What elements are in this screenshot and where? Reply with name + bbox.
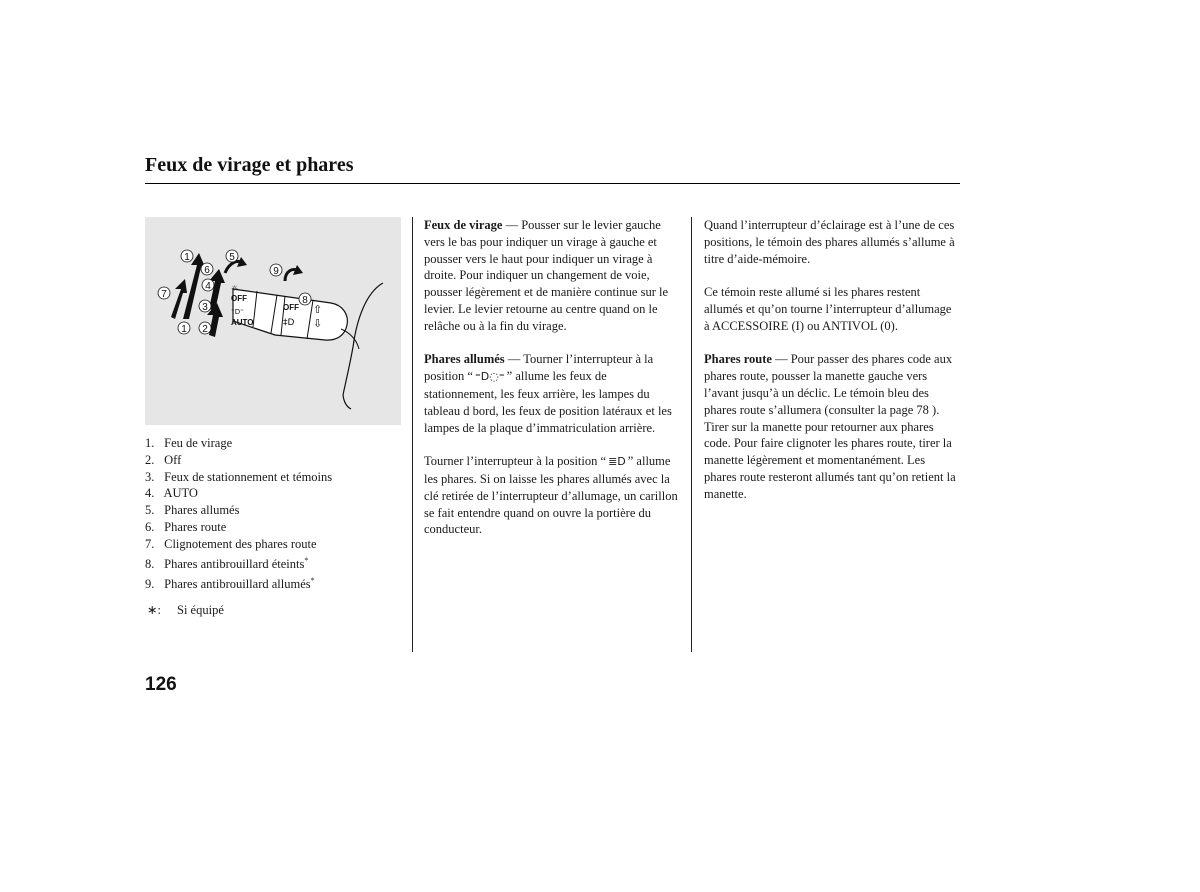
parking-lights-icon: ⁼D◌⁼ [474, 370, 505, 384]
legend-item: 7. Clignotement des phares route [145, 536, 317, 551]
text-column-middle [424, 217, 680, 555]
paragraph-high-beams: Phares route — Pour passer des phares code aux phares route, pousser la manette gauche vers l’avant jusqu’à un déclic. Le témoin bleu des phares route s’allumera (consulter la page 78 ). Tirer sur la manette pour retourner aux phares code. Pour faire clignoter les phares route, tirer la manette légèrement et momentanément. Les phares route resteront allumés tant qu’on retient la manette. [704, 352, 956, 501]
legend-item: 4. AUTO [145, 486, 198, 501]
callout-1-top: 1 [184, 252, 190, 263]
svg-text:‡D: ‡D [283, 318, 295, 328]
heading-turn-signals: Feux de virage [424, 218, 503, 232]
column-divider-right [691, 217, 692, 652]
heading-headlights-on: Phares allumés [424, 352, 505, 367]
svg-text:⇩: ⇩ [313, 317, 323, 330]
legend-item: 2. Off [145, 452, 182, 467]
paragraph-headlights-on: Phares allumés — Tourner l’interrupteur à la position “ ⁼D◌⁼ ” allume les feux de stationnement, les feux arrière, les lampes du tableau d bord, les feux de position latéraux et les lampes de la plaque d’immatriculation arrière. [424, 352, 672, 435]
page-title: Feux de virage et phares [145, 154, 354, 176]
footnote [147, 602, 224, 618]
callout-8: 8 [302, 295, 308, 306]
footnote-symbol: ∗: [147, 603, 161, 617]
page-number: 126 [145, 674, 177, 695]
callout-6: 6 [204, 265, 210, 276]
callout-1-bottom: 1 [181, 324, 187, 335]
callout-5: 5 [229, 252, 235, 263]
switch-auto-label: AUTO [231, 318, 254, 327]
switch-off-label-left: OFF [231, 294, 247, 303]
paragraph-turn-signals: Feux de virage — Pousser sur le levier gauche vers le bas pour indiquer un virage à gauche et pousser vers le haut pour indiquer un virage à droite. Pour indiquer un changement de voie, pousser légèrement et de manière continue sur le levier. Le levier retourne au centre quand on le relâche ou à la fin du virage. [424, 218, 669, 333]
paragraph-indicator-reminder: Quand l’interrupteur d’éclairage est à l’une de ces positions, le témoin des phares allumés s’allume à titre d’aide-mémoire. [704, 218, 955, 266]
paragraph-indicator-stays-on: Ce témoin reste allumé si les phares restent allumés et qu’on tourne l’interrupteur d’allumage à ACCESSOIRE (I) ou ANTIVOL (0). [704, 285, 952, 333]
steering-column-outline [343, 283, 383, 395]
legend-item: 9. Phares antibrouillard allumés* [145, 575, 315, 591]
callout-7: 7 [161, 289, 167, 300]
switch-off-label-right: OFF [283, 303, 299, 312]
callout-9: 9 [273, 266, 279, 277]
paragraph-headlights-position: Tourner l’interrupteur à la position “ ≣D ” allume les phares. Si on laisse les phares allumés avec la clé retirée de l’interrupteur d’allumage, un carillon se fait entendre quand on ouvre la portière du conducteur. [424, 454, 678, 537]
legend-item: 6. Phares route [145, 519, 227, 534]
callout-2: 2 [202, 324, 208, 335]
callout-3: 3 [202, 302, 208, 313]
legend-list [145, 435, 407, 592]
svg-text:⁼D⁼: ⁼D⁼ [231, 308, 244, 316]
callout-4: 4 [205, 281, 211, 292]
headlight-icon: ≣D [608, 455, 626, 469]
legend-item: 1. Feu de virage [145, 436, 233, 450]
text-column-right [704, 217, 960, 519]
footnote-text: Si équipé [177, 603, 224, 617]
svg-text:⇧: ⇧ [313, 303, 323, 316]
legend-item: 8. Phares antibrouillard éteints* [145, 555, 309, 571]
lever-illustration [145, 217, 401, 425]
svg-text:☼: ☼ [231, 284, 239, 293]
legend-item: 3. Feux de stationnement et témoins [145, 469, 333, 484]
heading-high-beams: Phares route [704, 352, 772, 367]
lever-body [233, 289, 347, 340]
column-divider-left [412, 217, 413, 652]
legend-item: 5. Phares allumés [145, 503, 240, 518]
title-rule [145, 183, 960, 184]
